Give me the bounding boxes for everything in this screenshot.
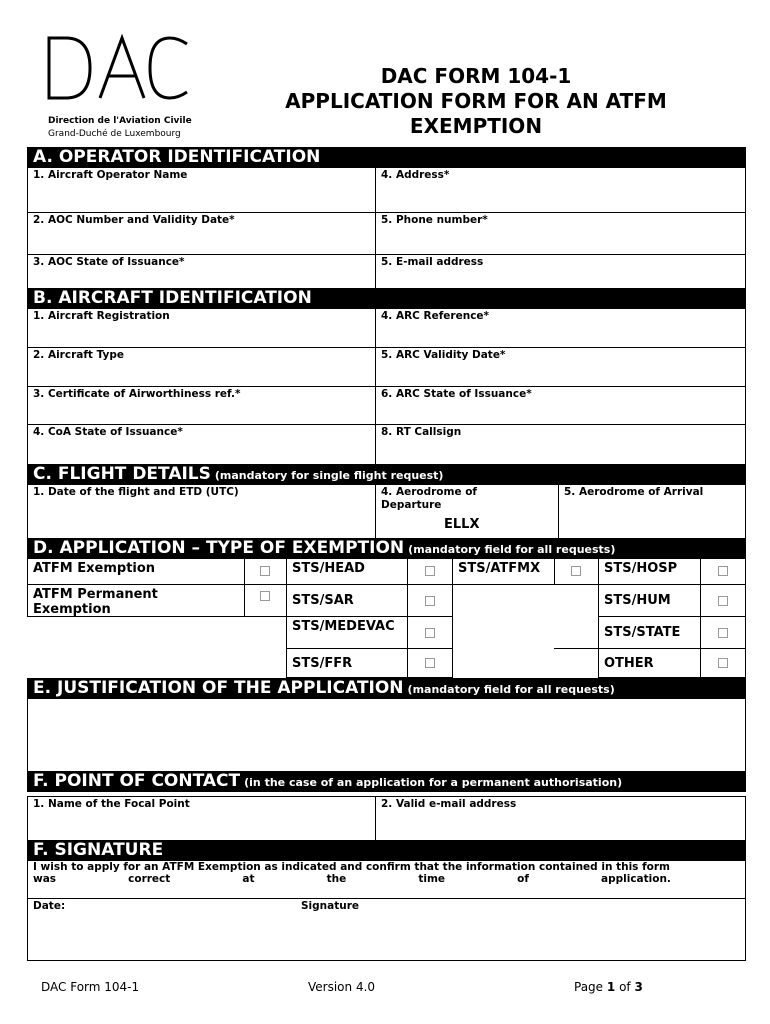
field-label: 1. Aircraft Registration [33,310,170,322]
option-other [598,648,701,678]
page-prefix: Page [574,980,604,994]
table-divider [554,648,600,649]
statement-word: was [33,873,57,885]
option-label: STS/HUM [604,593,671,608]
statement-word: of [517,873,529,885]
checkbox-sts-state[interactable] [718,628,728,638]
field-aoc-state[interactable] [27,254,376,289]
field-phone[interactable] [375,212,746,255]
checkbox-cell [407,648,453,678]
option-sts-hum [598,584,701,617]
field-label: 2. AOC Number and Validity Date* [33,214,235,226]
page-total: 3 [634,980,643,994]
field-email[interactable] [375,254,746,289]
checkbox-cell [554,558,599,585]
field-label: 5. ARC Validity Date* [381,349,506,361]
section-d-title: D. APPLICATION – TYPE OF EXEMPTION [33,538,405,558]
checkbox-cell [407,616,453,649]
option-sts-head [286,558,408,585]
signature-date-field[interactable] [27,898,746,961]
signature-statement [33,861,741,885]
option-label: STS/ATFMX [458,561,541,576]
checkbox-cell [244,558,287,585]
checkbox-sts-sar[interactable] [425,596,435,606]
field-label: 1. Date of the flight and ETD (UTC) [33,486,239,498]
field-label: 4. Address* [381,169,450,181]
field-coa-state[interactable] [27,424,376,465]
departure-value: ELLX [444,517,480,532]
field-flight-date[interactable] [27,484,376,539]
section-a-title: A. OPERATOR IDENTIFICATION [33,147,321,167]
section-f-signature-header [27,840,746,861]
dac-logo-mark [44,32,194,112]
field-arrival[interactable] [558,484,746,539]
field-coa-reference[interactable] [27,386,376,425]
checkbox-sts-head[interactable] [425,566,435,576]
section-e-note: (mandatory field for all requests) [407,683,615,696]
page-current: 1 [606,980,616,994]
field-aircraft-registration[interactable] [27,308,376,348]
checkbox-cell [700,584,746,617]
checkbox-atfm-exemption[interactable] [260,566,270,576]
section-f-signature-title: F. SIGNATURE [33,840,164,860]
field-label: 5. E-mail address [381,256,484,268]
option-label: ATFM Permanent Exemption [33,587,158,617]
option-label: STS/HOSP [604,561,678,576]
statement-line-1: I wish to apply for an ATFM Exemption as indicated and confirm that the information contained in this form [33,861,670,873]
field-address[interactable] [375,167,746,213]
form-title-line-1: DAC FORM 104-1 [380,64,572,88]
field-aoc-number[interactable] [27,212,376,255]
checkbox-cell [407,558,453,585]
option-label: STS/MEDEVAC [292,619,395,634]
section-f-contact-note: (in the case of an application for a permanent authorisation) [244,776,623,789]
option-sts-state [598,616,701,649]
field-label: 2. Valid e-mail address [381,798,517,810]
option-label: OTHER [604,656,654,671]
field-label: 1. Name of the Focal Point [33,798,190,810]
section-d-header [27,538,746,559]
option-label: STS/SAR [292,593,354,608]
field-label: 8. RT Callsign [381,426,462,438]
field-label: 5. Phone number* [381,214,488,226]
section-f-contact-title: F. POINT OF CONTACT [33,771,241,791]
option-label: STS/STATE [604,625,681,640]
checkbox-sts-hosp[interactable] [718,566,728,576]
section-a-header [27,147,746,168]
section-f-contact-header [27,771,746,792]
field-label: 5. Aerodrome of Arrival [564,486,704,498]
checkbox-cell [244,584,287,617]
checkbox-cell [407,584,453,617]
section-b-header [27,288,746,309]
checkbox-cell [700,616,746,649]
field-rt-callsign[interactable] [375,424,746,465]
field-arc-state[interactable] [375,386,746,425]
form-title-line-3: EXEMPTION [409,114,543,138]
field-focal-point[interactable] [27,796,376,841]
field-arc-reference[interactable] [375,308,746,348]
section-c-note: (mandatory for single flight request) [214,469,444,482]
field-focal-email[interactable] [375,796,746,841]
checkbox-atfm-permanent[interactable] [260,591,270,601]
footer-page-number [574,980,643,994]
field-label: 3. Certificate of Airworthiness ref.* [33,388,241,400]
statement-word: time [418,873,446,885]
footer-version: Version 4.0 [308,980,376,994]
field-label: 3. AOC State of Issuance* [33,256,185,268]
checkbox-sts-medevac[interactable] [425,628,435,638]
statement-word: at [242,873,255,885]
statement-line-2 [33,873,741,885]
statement-word: application. [601,873,671,885]
section-c-header [27,464,746,485]
checkbox-sts-hum[interactable] [718,596,728,606]
checkbox-cell [700,648,746,678]
checkbox-other[interactable] [718,658,728,668]
option-sts-hosp [598,558,701,585]
option-label: STS/HEAD [292,561,365,576]
option-sts-sar [286,584,408,617]
statement-word: correct [128,873,171,885]
section-c-title: C. FLIGHT DETAILS [33,464,211,484]
dac-logo [44,32,194,142]
checkbox-sts-ffr[interactable] [425,658,435,668]
section-d-note: (mandatory field for all requests) [408,543,616,556]
field-label: 4. ARC Reference* [381,310,490,322]
field-arc-validity[interactable] [375,347,746,387]
field-aircraft-type[interactable] [27,347,376,387]
option-atfm-exemption [27,558,245,585]
section-e-title: E. JUSTIFICATION OF THE APPLICATION [33,678,404,698]
field-departure[interactable] [375,484,559,539]
option-sts-ffr [286,648,408,678]
logo-line-1: Direction de l'Aviation Civile [48,116,192,126]
option-label: STS/FFR [292,656,353,671]
footer-form-name: DAC Form 104-1 [41,980,140,994]
signature-label: Signature [301,900,360,912]
form-title [236,64,716,139]
justification-field[interactable] [27,698,746,772]
field-label: 6. ARC State of Issuance* [381,388,532,400]
form-title-line-2: APPLICATION FORM FOR AN ATFM [285,89,667,113]
date-label: Date: [33,900,66,912]
section-b-title: B. AIRCRAFT IDENTIFICATION [33,288,312,308]
checkbox-sts-atfmx[interactable] [571,566,581,576]
statement-word: the [326,873,347,885]
option-sts-medevac [286,616,408,649]
field-label: 1. Aircraft Operator Name [33,169,188,181]
logo-line-2: Grand-Duché de Luxembourg [48,129,181,139]
option-atfm-permanent [27,584,245,617]
field-label: 4. Aerodrome of Departure [381,486,477,511]
checkbox-cell [700,558,746,585]
field-label: 2. Aircraft Type [33,349,124,361]
option-label: ATFM Exemption [33,561,156,576]
section-e-header [27,678,746,699]
page-of: of [619,980,631,994]
field-operator-name[interactable] [27,167,376,213]
field-label: 4. CoA State of Issuance* [33,426,183,438]
option-sts-atfmx [452,558,555,585]
